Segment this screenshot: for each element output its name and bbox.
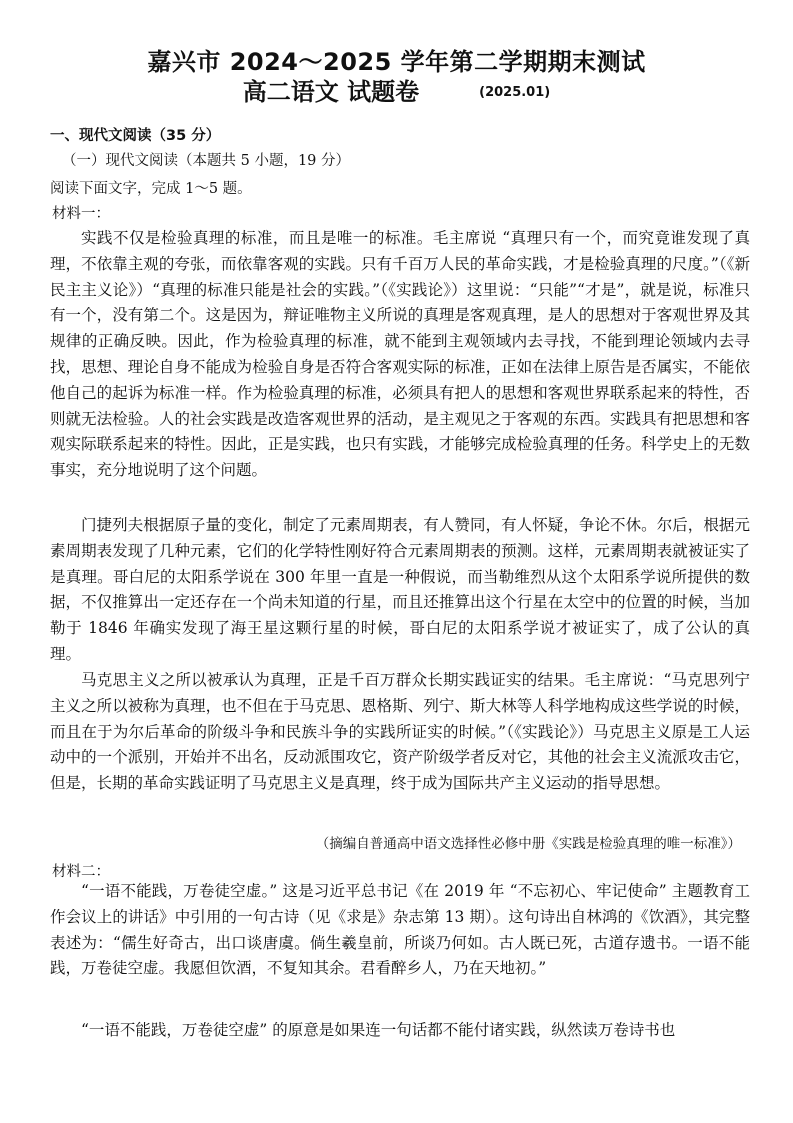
material2-paragraph-2: “一语不能践，万卷徒空虚” 的原意是如果连一句话都不能付诸实践，纵然读万卷诗书也 [81,1021,676,1039]
subject-title: 高二语文 试题卷 [242,78,420,106]
exam-subtitle [0,76,793,109]
material1-source: （摘编自普通高中语文选择性必修中册《实践是检验真理的唯一标准》） [315,836,741,852]
material2-label: 材料二： [52,864,110,880]
section-subheading: （一）现代文阅读（本题共 5 小题，19 分） [62,153,351,169]
material1-paragraph-2: 门捷列夫根据原子量的变化，制定了元素周期表，有人赞同，有人怀疑，争论不休。尔后，根据元素周期表发现了几种元素，它们的化学特性刚好符合元素周期表的预测。这样，元素周期表就被证实了是真理。哥白尼的太阳系学说在 300 年里一直是一种假说，而当勒维烈从这个太阳系学说所提供的数据，不仅推算出一定还存在一个尚未知道的行星，而且还推算出这个行星在太空中的位置的时候，当加勒于 1846 年确实发现了海王星这颗行星的时候，哥白尼的太阳系学说才被证实了，成了公认的真理。 [50,516,750,663]
section-heading: 一、现代文阅读（35 分） [50,128,221,144]
reading-instruction: 阅读下面文字，完成 1～5 题。 [50,181,252,197]
material1-label: 材料一： [52,206,110,222]
material1-paragraph-1: 实践不仅是检验真理的标准，而且是唯一的标准。毛主席说 “真理只有一个，而究竟谁发现了真理，不依靠主观的夸张，而依靠客观的实践。只有千百万人民的革命实践，才是检验真理的尺度。”（《新民主主义论》）“真理的标准只能是社会的实践。”（《实践论》）这里说：“只能”“才是”，就是说，标准只有一个，没有第二个。这是因为，辩证唯物主义所说的真理是客观真理，是人的思想对于客观世界及其规律的正确反映。因此，作为检验真理的标准，就不能到主观领域内去寻找，不能到理论领域内去寻找，思想、理论自身不能成为检验自身是否符合客观实际的标准，正如在法律上原告是否属实，不能依他自己的起诉为标准一样。作为检验真理的标准，必须具有把人的思想和客观世界联系起来的特性，否则就无法检验。人的社会实践是改造客观世界的活动，是主观见之于客观的东西。实践具有把思想和客观实际联系起来的特性。因此，正是实践，也只有实践，才能够完成检验真理的任务。科学史上的无数事实，充分地说明了这个问题。 [50,229,750,480]
material1-paragraph-3: 马克思主义之所以被承认为真理，正是千百万群众长期实践证实的结果。毛主席说：“马克思列宁主义之所以被称为真理，也不但在于马克思、恩格斯、列宁、斯大林等人科学地构成这些学说的时候，而且在于为尔后革命的阶级斗争和民族斗争的实践所证实的时候。”（《实践论》）马克思主义原是工人运动中的一个派别，开始并不出名，反动派围攻它，资产阶级学者反对它，其他的社会主义流派攻击它，但是，长期的革命实践证明了马克思主义是真理，终于成为国际共产主义运动的指导思想。 [50,671,750,793]
exam-title: 嘉兴市 2024～2025 学年第二学期期末测试 [147,48,646,76]
material2-paragraph-1: “一语不能践，万卷徒空虚。” 这是习近平总书记《在 2019 年 “不忘初心、牢记使命” 主题教育工作会议上的讲话》中引用的一句古诗（见《求是》杂志第 13 期）。这句诗出自林鸿的《饮酒》，其完整表述为：“儒生好奇古，出口谈唐虞。倘生羲皇前，所谈乃何如。古人既已死，古道存遗书。一语不能践，万卷徒空虚。我愿但饮酒，不复知其余。君看醉乡人，乃在天地初。” [50,882,750,978]
exam-date: (2025.01) [479,85,551,100]
